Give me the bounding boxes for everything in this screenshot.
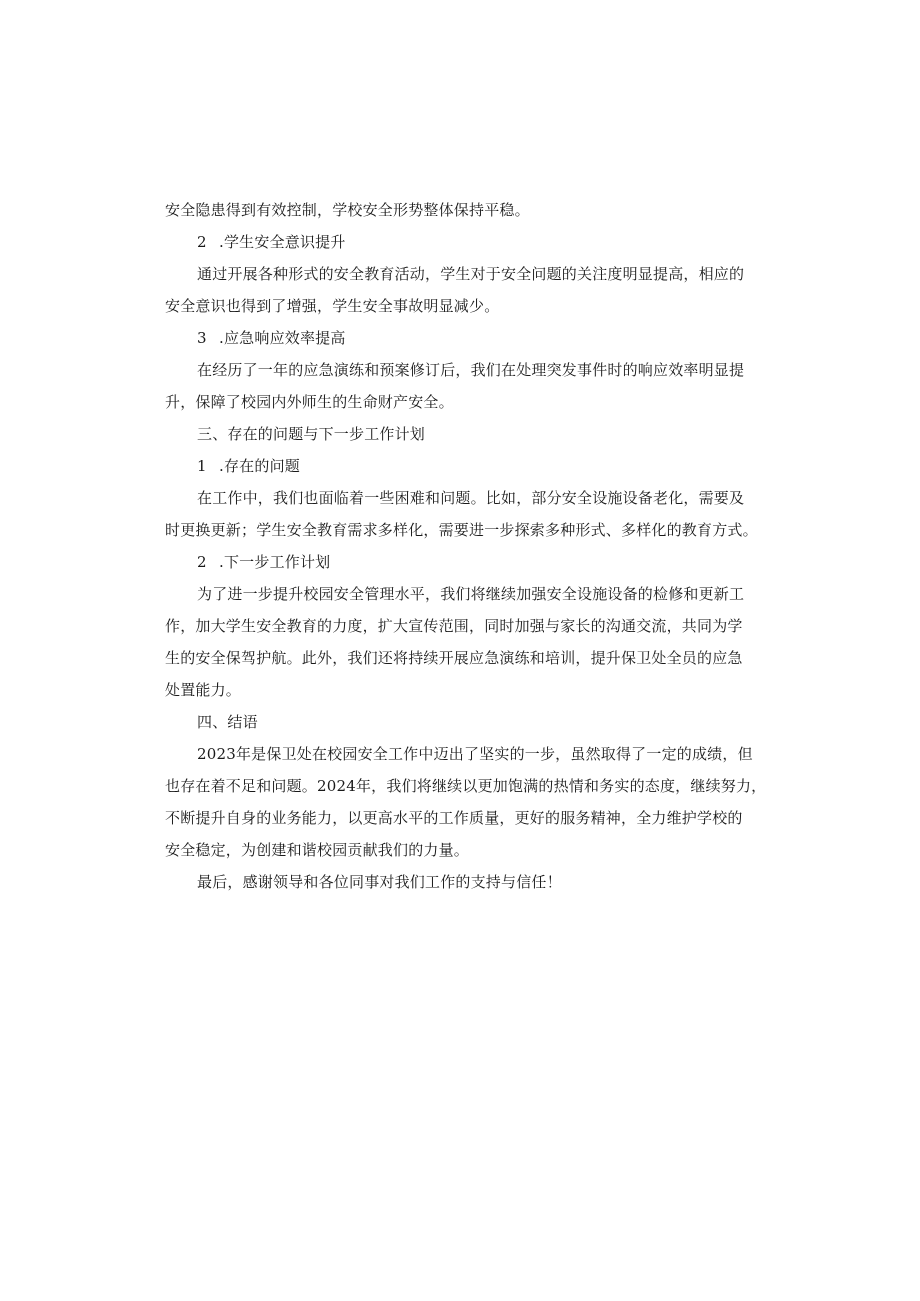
paragraph-line: 升，保障了校园内外师生的生命财产安全。 — [165, 393, 454, 411]
document-body — [165, 194, 765, 898]
section-heading: 四、结语 — [197, 713, 258, 731]
heading-text: .下一步工作计划 — [219, 553, 331, 571]
heading-text: .应急响应效率提高 — [219, 329, 346, 347]
paragraph-line: 通过开展各种形式的安全教育活动，学生对于安全问题的关注度明显提高，相应的 — [197, 265, 745, 283]
paragraph-line: 生的安全保驾护航。此外，我们还将持续开展应急演练和培训，提升保卫处全员的应急 — [165, 649, 743, 667]
numbered-heading — [165, 546, 765, 578]
heading-number: 2 — [197, 233, 207, 251]
numbered-heading — [165, 450, 765, 482]
paragraph-line: 也存在着不足和问题。2024年，我们将继续以更加饱满的热情和务实的态度，继续努力， — [165, 777, 767, 795]
paragraph-line: 安全隐患得到有效控制，学校安全形势整体保持平稳。 — [165, 201, 530, 219]
paragraph-line: 最后，感谢领导和各位同事对我们工作的支持与信任！ — [197, 873, 562, 891]
heading-text: .学生安全意识提升 — [219, 233, 346, 251]
paragraph-line: 2023年是保卫处在校园安全工作中迈出了坚实的一步，虽然取得了一定的成绩，但 — [197, 745, 753, 763]
paragraph-line: 时更换更新；学生安全教育需求多样化，需要进一步探索多种形式、多样化的教育方式。 — [165, 521, 758, 539]
heading-text: .存在的问题 — [219, 457, 300, 475]
numbered-heading — [165, 226, 765, 258]
paragraph-line: 为了进一步提升校园安全管理水平，我们将继续加强安全设施设备的检修和更新工 — [197, 585, 745, 603]
paragraph-line: 在经历了一年的应急演练和预案修订后，我们在处理突发事件时的响应效率明显提 — [197, 361, 745, 379]
paragraph-line: 在工作中，我们也面临着一些困难和问题。比如，部分安全设施设备老化，需要及 — [197, 489, 745, 507]
section-heading: 三、存在的问题与下一步工作计划 — [197, 425, 426, 443]
numbered-heading — [165, 322, 765, 354]
paragraph-line: 不断提升自身的业务能力，以更高水平的工作质量，更好的服务精神，全力维护学校的 — [165, 809, 743, 827]
paragraph-line: 安全意识也得到了增强，学生安全事故明显减少。 — [165, 297, 500, 315]
heading-number: 3 — [197, 329, 207, 347]
paragraph-line: 安全稳定，为创建和谐校园贡献我们的力量。 — [165, 841, 470, 859]
heading-number: 2 — [197, 553, 207, 571]
heading-number: 1 — [197, 457, 207, 475]
paragraph-line: 作，加大学生安全教育的力度，扩大宣传范围，同时加强与家长的沟通交流，共同为学 — [165, 617, 743, 635]
paragraph-line: 处置能力。 — [165, 681, 242, 699]
